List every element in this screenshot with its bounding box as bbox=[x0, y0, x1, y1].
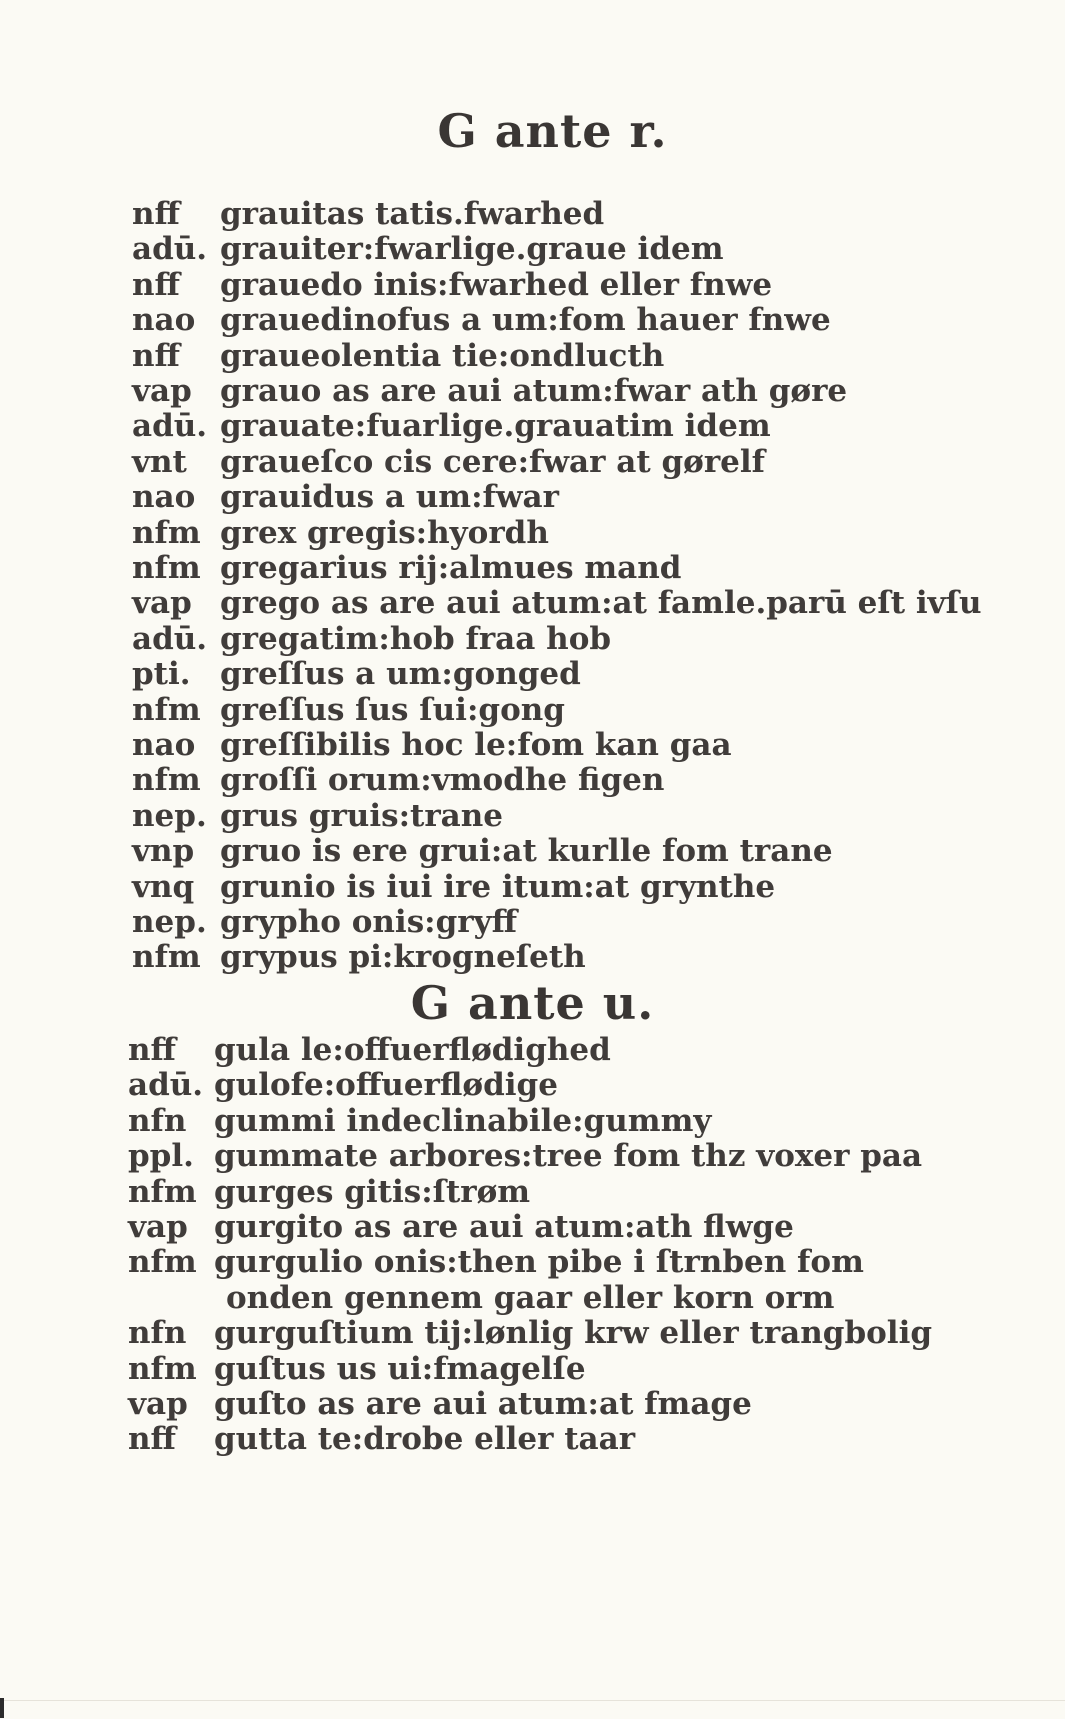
entry-grammar-code: nff bbox=[132, 337, 180, 374]
entry-definition: grauedinofus a um:fom hauer fnwe bbox=[220, 302, 831, 339]
section-heading-g-ante-r: G ante r. bbox=[437, 104, 668, 158]
entry-definition: grex gregis:hyordh bbox=[220, 514, 549, 551]
entry-grammar-code: nfm bbox=[132, 762, 201, 799]
entry-grammar-code: adū. bbox=[132, 620, 208, 657]
entry-definition: guſto as are aui atum:at fmage bbox=[214, 1386, 752, 1422]
entry-grammar-code: nfm bbox=[128, 1173, 197, 1210]
entry-definition: grauiter:fwarlige.graue idem bbox=[220, 231, 724, 268]
entry-definition: graueſco cis cere:fwar at gørelf bbox=[220, 443, 765, 480]
entry-definition: gula le:offuerflødighed bbox=[214, 1032, 611, 1068]
entry-grammar-code: nff bbox=[132, 266, 180, 303]
entry-grammar-code: nfm bbox=[132, 691, 201, 728]
entry-grammar-code: adū. bbox=[132, 231, 208, 268]
entry-definition: gutta te:drobe eller taar bbox=[214, 1421, 636, 1458]
entry-grammar-code: nep. bbox=[132, 904, 207, 940]
page-bottom-edge bbox=[0, 1700, 1065, 1719]
entry-definition: gurges gitis:ſtrøm bbox=[214, 1173, 531, 1210]
scan-edge-mark bbox=[0, 1698, 4, 1718]
entry-definition: grunio is iui ire itum:at grynthe bbox=[220, 868, 776, 905]
entry-definition: groſſi orum:vmodhe figen bbox=[220, 762, 665, 799]
entry-definition: grego as are aui atum:at famle.parū eſt ivſu bbox=[220, 585, 982, 622]
entry-grammar-code: vnt bbox=[132, 443, 187, 480]
entry-grammar-code: pti. bbox=[132, 656, 191, 693]
entry-definition: greſſibilis hoc le:fom kan gaa bbox=[220, 727, 732, 763]
entry-grammar-code: nfn bbox=[128, 1315, 187, 1352]
entry-grammar-code: nao bbox=[132, 302, 196, 339]
entry-grammar-code: nfm bbox=[132, 550, 201, 586]
entry-definition: gurguſtium tij:lønlig krw eller trangbolig bbox=[214, 1315, 933, 1352]
entry-grammar-code: nff bbox=[132, 196, 180, 232]
entry-grammar-code: nff bbox=[128, 1032, 176, 1068]
entry-grammar-code: nao bbox=[132, 727, 196, 763]
entry-definition: grus gruis:trane bbox=[220, 797, 504, 834]
entry-definition: grauitas tatis.fwarhed bbox=[220, 196, 605, 232]
entry-definition: grypho onis:gryff bbox=[220, 904, 518, 940]
entry-grammar-code: nao bbox=[132, 479, 196, 516]
entry-grammar-code: nfm bbox=[132, 514, 201, 551]
entry-grammar-code: vnq bbox=[132, 868, 195, 905]
entry-definition: gregarius rij:almues mand bbox=[220, 550, 682, 586]
entry-grammar-code: vap bbox=[132, 585, 192, 622]
entry-definition: guſtus us ui:fmagelſe bbox=[214, 1350, 586, 1387]
entry-definition: onden gennem gaar eller korn orm bbox=[226, 1279, 835, 1316]
entry-grammar-code: nfm bbox=[128, 1350, 197, 1387]
entry-grammar-code: vap bbox=[132, 373, 192, 409]
entry-grammar-code: adū. bbox=[132, 408, 208, 445]
entry-definition: gummi indeclinabile:gummy bbox=[214, 1102, 712, 1139]
entry-grammar-code: nep. bbox=[132, 797, 207, 834]
entry-definition: grauedo inis:fwarhed eller fnwe bbox=[220, 266, 773, 303]
entry-definition: graueolentia tie:ondlucth bbox=[220, 337, 665, 374]
entry-grammar-code: vap bbox=[128, 1209, 188, 1245]
entry-definition: greſſus ſus ſui:gong bbox=[220, 691, 565, 728]
entry-grammar-code: adū. bbox=[128, 1067, 204, 1104]
entry-grammar-code: vap bbox=[128, 1386, 188, 1422]
entry-definition: gulofe:offuerflødige bbox=[214, 1067, 558, 1104]
entry-definition: grauidus a um:fwar bbox=[220, 479, 559, 516]
entry-grammar-code: ppl. bbox=[128, 1138, 194, 1175]
entry-grammar-code: nfm bbox=[128, 1244, 197, 1281]
entry-grammar-code: nfm bbox=[132, 939, 201, 976]
entry-definition: grypus pi:krogneſeth bbox=[220, 939, 586, 976]
entry-definition: greſſus a um:gonged bbox=[220, 656, 581, 693]
entry-definition: gurgito as are aui atum:ath flwge bbox=[214, 1209, 794, 1245]
entry-definition: grauate:fuarlige.grauatim idem bbox=[220, 408, 771, 445]
entry-definition: gruo is ere grui:at kurlle fom trane bbox=[220, 833, 833, 870]
entry-grammar-code: nfn bbox=[128, 1102, 187, 1139]
entry-definition: gummate arbores:tree fom thz voxer paa bbox=[214, 1138, 923, 1175]
entry-definition: grauo as are aui atum:fwar ath gøre bbox=[220, 373, 848, 409]
entry-grammar-code: vnp bbox=[132, 833, 195, 870]
section-heading-g-ante-u: G ante u. bbox=[410, 976, 655, 1030]
entry-grammar-code: nff bbox=[128, 1421, 176, 1458]
entry-definition: gregatim:hob fraa hob bbox=[220, 620, 612, 657]
entry-definition: gurgulio onis:then pibe i ſtrnben fom bbox=[214, 1244, 864, 1281]
